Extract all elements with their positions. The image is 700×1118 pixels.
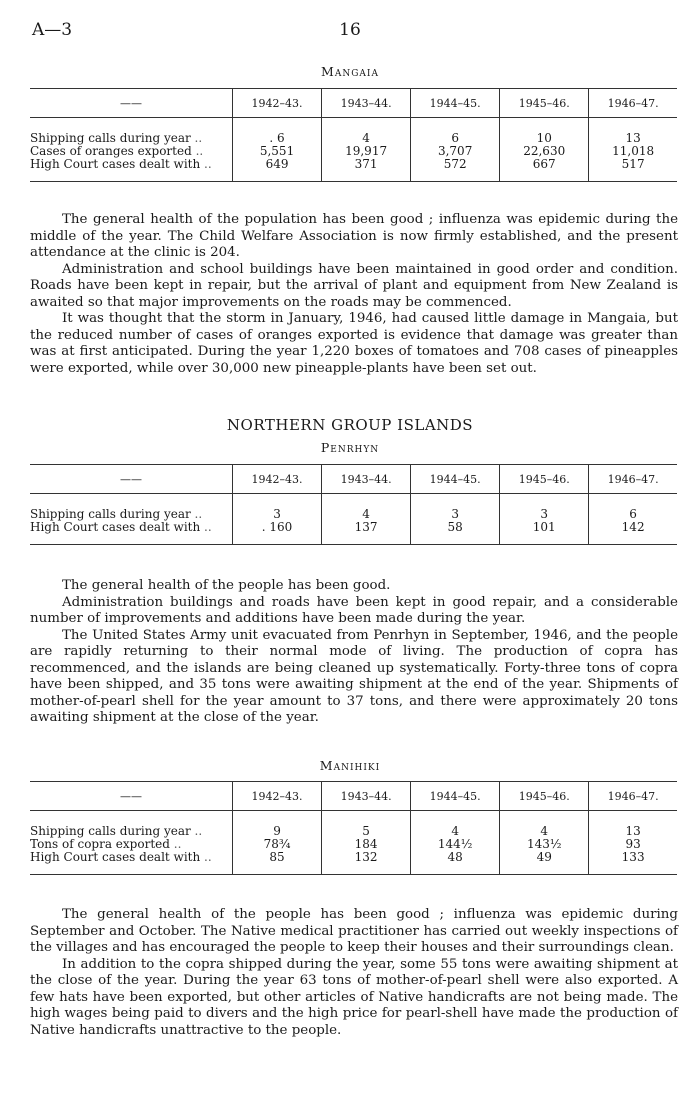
table-cell: 517 — [589, 158, 677, 182]
table-cell: 22,630 — [500, 145, 589, 158]
paragraph: The general health of the people has been good ; influenza was epidemic during September and October. The Native medical practitioner has carried out weekly inspections of the villages and has encouraged the people to keep their houses and their surroundings clean. — [30, 907, 678, 955]
page-number: 16 — [339, 20, 361, 40]
table-cell: 13 — [589, 132, 677, 145]
stub-header: —— — [30, 782, 233, 811]
table-row: Shipping calls during year .. 3 4 3 3 6 — [30, 508, 677, 521]
table-cell: 9 — [233, 825, 322, 838]
table-cell: 49 — [500, 851, 589, 875]
table-cell: 13 — [589, 825, 677, 838]
table-cell: 93 — [589, 838, 677, 851]
year-header: 1945–46. — [500, 465, 589, 494]
table-row: Shipping calls during year .. . 6 4 6 10 13 — [30, 132, 677, 145]
table-cell: 5 — [322, 825, 411, 838]
paragraph: Administration and school buildings have been maintained in good order and condition. Roads have been kept in repair, but the arrival of plant and equipment from New Zealand is awaited so that major improvements on the roads may be commenced. — [30, 261, 678, 310]
row-label: Cases of oranges exported — [30, 144, 192, 158]
report-code: A—3 — [32, 20, 73, 40]
table-cell: 11,018 — [589, 145, 677, 158]
table-cell: 572 — [411, 158, 500, 182]
table-cell: 133 — [589, 851, 677, 875]
year-header: 1944–45. — [411, 782, 500, 811]
table-cell: 48 — [411, 851, 500, 875]
year-header: 1942–43. — [233, 782, 322, 811]
table-cell: 144½ — [411, 838, 500, 851]
table-cell: . 160 — [233, 521, 322, 545]
year-header: 1944–45. — [411, 89, 500, 118]
table-cell: 649 — [233, 158, 322, 182]
table-row: Shipping calls during year .. 9 5 4 4 13 — [30, 825, 677, 838]
year-header: 1945–46. — [500, 89, 589, 118]
table-cell: 6 — [411, 132, 500, 145]
table-cell: 3 — [500, 508, 589, 521]
manihiki-text — [30, 907, 678, 1039]
year-header: 1943–44. — [322, 89, 411, 118]
row-label: Shipping calls during year — [30, 507, 191, 521]
table-cell: 137 — [322, 521, 411, 545]
table-row: Cases of oranges exported .. 5,551 19,917 3,707 22,630 11,018 — [30, 145, 677, 158]
table-cell: 667 — [500, 158, 589, 182]
paragraph: It was thought that the storm in January, 1946, had caused little damage in Mangaia, but the reduced number of cases of oranges exported is evidence that damage was greater than was at first anticipated. During the year 1,220 boxes of tomatoes and 708 cases of pineapples were exported, while over 30,000 new pineapple-plants have been set out. — [30, 311, 678, 376]
row-label: Shipping calls during year — [30, 824, 191, 838]
table-cell: 58 — [411, 521, 500, 545]
table-cell: 85 — [233, 851, 322, 875]
year-header: 1942–43. — [233, 465, 322, 494]
table-cell: 3 — [411, 508, 500, 521]
year-header: 1946–47. — [589, 782, 677, 811]
paragraph: The general health of the population has been good ; influenza was epidemic during the middle of the year. The Child Welfare Association is now firmly established, and the present attendance at the clinic is 204. — [30, 212, 678, 260]
table-cell: 78¾ — [233, 838, 322, 851]
table-cell: . 6 — [233, 132, 322, 145]
year-header: 1942–43. — [233, 89, 322, 118]
manihiki-table — [30, 781, 677, 875]
row-label: High Court cases dealt with — [30, 850, 201, 864]
table-header-row — [30, 782, 677, 811]
table-cell: 19,917 — [322, 145, 411, 158]
year-header: 1946–47. — [589, 89, 677, 118]
table-cell: 3,707 — [411, 145, 500, 158]
table-cell: 4 — [500, 825, 589, 838]
row-label: Shipping calls during year — [30, 131, 191, 145]
table-cell: 371 — [322, 158, 411, 182]
section-title-mangaia: Mangaia — [321, 64, 379, 79]
stub-header: —— — [30, 465, 233, 494]
penrhyn-text — [30, 578, 678, 727]
table-row: High Court cases dealt with .. . 160 137 58 101 142 — [30, 521, 677, 545]
table-cell: 142 — [589, 521, 677, 545]
row-label: High Court cases dealt with — [30, 157, 201, 171]
table-cell: 5,551 — [233, 145, 322, 158]
table-cell: 184 — [322, 838, 411, 851]
paragraph: In addition to the copra shipped during the year, some 55 tons were awaiting shipment at the close of the year. During the year 63 tons of mother-of-pearl shell were also exported. A few hats have been exported, but other articles of Native handicrafts are not being made. The high wages being paid to divers and the high price for pearl-shell have made the production of Native handicrafts unattractive to the people. — [30, 956, 678, 1038]
paragraph: The United States Army unit evacuated from Penrhyn in September, 1946, and the people are rapidly returning to their normal mode of living. The production of copra has recommenced, and the islands are being cleaned up systematically. Forty-three tons of copra have been shipped, and 35 tons were awaiting shipment at the end of the year. Shipments of mother-of-pearl shell for the year amount to 37 tons, and there were approximately 20 tons awaiting shipment at the close of the year. — [30, 627, 678, 725]
table-cell: 6 — [589, 508, 677, 521]
table-cell: 4 — [322, 132, 411, 145]
table-cell: 132 — [322, 851, 411, 875]
penrhyn-table — [30, 464, 677, 545]
row-label: Tons of copra exported — [30, 837, 170, 851]
table-cell: 4 — [322, 508, 411, 521]
section-title-penrhyn: Penrhyn — [320, 440, 380, 455]
table-header-row — [30, 465, 677, 494]
table-row: Tons of copra exported .. 78¾ 184 144½ 143½ 93 — [30, 838, 677, 851]
table-header-row — [30, 89, 677, 118]
table-row: High Court cases dealt with .. 85 132 48 49 133 — [30, 851, 677, 875]
group-title: NORTHERN GROUP ISLANDS — [226, 416, 474, 434]
mangaia-table — [30, 88, 677, 182]
table-row: High Court cases dealt with .. 649 371 572 667 517 — [30, 158, 677, 182]
row-label: High Court cases dealt with — [30, 520, 201, 534]
section-title-manihiki: Manihiki — [319, 758, 381, 773]
mangaia-text — [30, 212, 678, 377]
table-cell: 4 — [411, 825, 500, 838]
year-header: 1946–47. — [589, 465, 677, 494]
year-header: 1943–44. — [322, 782, 411, 811]
year-header: 1943–44. — [322, 465, 411, 494]
paragraph: Administration buildings and roads have been kept in good repair, and a considerable number of improvements and additions have been made during the year. — [30, 594, 678, 626]
paragraph: The general health of the people has been good. — [62, 578, 391, 593]
stub-header: —— — [30, 89, 233, 118]
table-cell: 10 — [500, 132, 589, 145]
table-cell: 101 — [500, 521, 589, 545]
table-cell: 143½ — [500, 838, 589, 851]
table-cell: 3 — [233, 508, 322, 521]
year-header: 1945–46. — [500, 782, 589, 811]
year-header: 1944–45. — [411, 465, 500, 494]
